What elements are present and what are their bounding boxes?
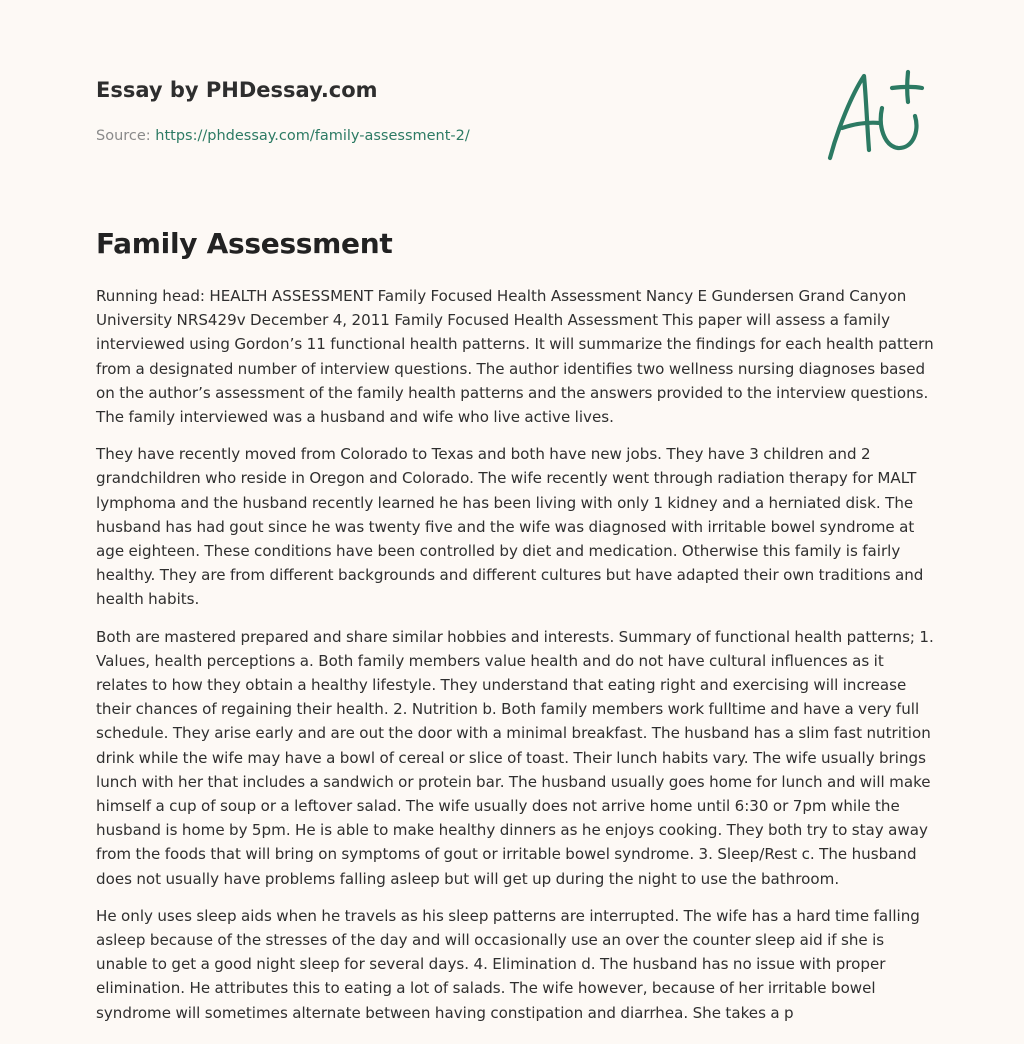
a-plus-grade-logo-icon [820, 66, 930, 166]
essay-paragraph: Running head: HEALTH ASSESSMENT Family Focused Health Assessment Nancy E Gundersen Grand Canyon University NRS429v December 4, 2011 Family Focused Health Assessment This paper will assess a family interviewed using Gordon’s 11 functional health patterns. It will summarize the findings for each health pattern from a designated number of interview questions. The author identifies two wellness nursing diagnoses based on the author’s assessment of the family health patterns and the answers provided to the interview questions. The family interviewed was a husband and wife who live active lives. [96, 287, 934, 427]
site-brand: Essay by PHDessay.com [96, 78, 378, 102]
essay-title: Family Assessment [96, 227, 393, 260]
essay-paragraph: Both are mastered prepared and share similar hobbies and interests. Summary of functional health patterns; 1. Values, health perceptions a. Both family members value health and do not have cultural influences as it relates to how they obtain a healthy lifestyle. They understand that eating right and exercising will increase their chances of regaining their health. 2. Nutrition b. Both family members work fulltime and have a very full schedule. They arise early and are out the door with a minimal breakfast. The husband has a slim fast nutrition drink while the wife may have a bowl of cereal or slice of toast. Their lunch habits vary. The wife usually brings lunch with her that includes a sandwich or protein bar. The husband usually goes home for lunch and will make himself a cup of soup or a leftover salad. The wife usually does not arrive home until 6:30 or 7pm while the husband is home by 5pm. He is able to make healthy dinners as he enjoys cooking. They both try to stay away from the foods that will bring on symptoms of gout or irritable bowel syndrome. 3. Sleep/Rest c. The husband does not usually have problems falling asleep but will get up during the night to use the bathroom. [96, 627, 934, 888]
essay-body [96, 284, 934, 1038]
source-link[interactable]: https://phdessay.com/family-assessment-2/ [155, 128, 470, 144]
source-line [96, 126, 776, 146]
essay-paragraph: He only uses sleep aids when he travels as his sleep patterns are interrupted. The wife has a hard time falling asleep because of the stresses of the day and will occasionally use an over the counter sleep aid if she is unable to get a good night sleep for several days. 4. Elimination d. The husband has no issue with proper elimination. He attributes this to eating a lot of salads. The wife however, because of her irritable bowel syndrome will sometimes alternate between having constipation and diarrhea. She takes a p [96, 906, 920, 1022]
essay-header [96, 76, 776, 146]
source-label: Source: [96, 128, 156, 144]
essay-paragraph: They have recently moved from Colorado to Texas and both have new jobs. They have 3 children and 2 grandchildren who reside in Oregon and Colorado. The wife recently went through radiation therapy for MALT lymphoma and the husband recently learned he has been living with only 1 kidney and a herniated disk. The husband has had gout since he was twenty five and the wife was diagnosed with irritable bowel syndrome at age eighteen. These conditions have been controlled by diet and medication. Otherwise this family is fairly healthy. They are from different backgrounds and different cultures but have adapted their own traditions and health habits. [96, 445, 924, 609]
